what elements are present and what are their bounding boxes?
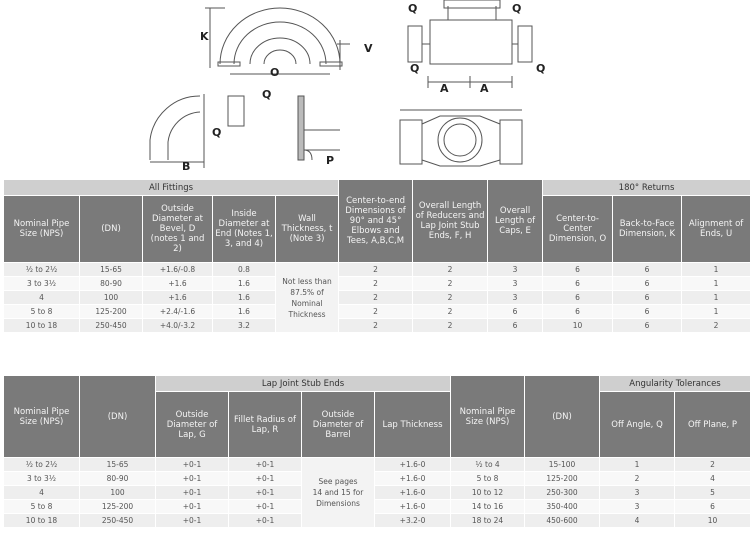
- cell-center-end: 2: [339, 263, 413, 277]
- label-o: O: [270, 66, 280, 79]
- cell-dn: 250-450: [80, 319, 143, 333]
- cell-center-center: 6: [543, 291, 613, 305]
- cell-nps: ½ to 2½: [4, 458, 80, 472]
- cell-center-end: 2: [339, 277, 413, 291]
- cell-dn: 250-450: [80, 514, 156, 528]
- cell-id: 1.6: [213, 291, 276, 305]
- cell-cap: 3: [488, 277, 543, 291]
- label-q-tee-1: Q: [408, 2, 418, 15]
- table-row: [4, 291, 751, 305]
- cell-back-face: 6: [613, 263, 682, 277]
- header-wall-thickness: Wall Thickness, t (Note 3): [276, 196, 339, 263]
- cell-lap-thickness: +3.2-0: [375, 514, 451, 528]
- barrel-note-line: Dimensions: [316, 499, 360, 508]
- cell-cap: 6: [488, 319, 543, 333]
- header-id-end: Inside Diameter at End (Notes 1, 3, and 4): [213, 196, 276, 263]
- cell-nps: 10 to 18: [4, 319, 80, 333]
- cell-dn-2: 350-400: [525, 500, 600, 514]
- cell-od: +4.0/-3.2: [143, 319, 213, 333]
- cell-alignment: 1: [682, 305, 751, 319]
- cell-dn-2: 250-300: [525, 486, 600, 500]
- header-overall-length-reducers: Overall Length of Reducers and Lap Joint Stub Ends, F, H: [413, 180, 488, 263]
- label-a-2: A: [480, 82, 489, 95]
- cell-off-plane: 4: [675, 472, 751, 486]
- wall-note-line: Thickness: [288, 309, 326, 319]
- cell-nps: 4: [4, 486, 80, 500]
- table-row: [4, 514, 751, 528]
- header-dn: (DN): [80, 196, 143, 263]
- table-row: [4, 263, 751, 277]
- cell-dn: 15-65: [80, 458, 156, 472]
- cell-dn: 100: [80, 291, 143, 305]
- label-b: B: [182, 160, 191, 173]
- cell-overall-length: 2: [413, 305, 488, 319]
- cell-dn: 125-200: [80, 500, 156, 514]
- table-row: [4, 458, 751, 472]
- label-p: P: [326, 154, 335, 167]
- cell-id: 3.2: [213, 319, 276, 333]
- cell-barrel-note: [302, 458, 375, 528]
- cell-off-angle: 1: [600, 458, 675, 472]
- table-row: [4, 472, 751, 486]
- cell-nps: ½ to 2½: [4, 263, 80, 277]
- cell-nps-2: 14 to 16: [451, 500, 525, 514]
- cell-dn: 125-200: [80, 305, 143, 319]
- cell-nps: 5 to 8: [4, 500, 80, 514]
- cell-back-face: 6: [613, 277, 682, 291]
- cell-center-center: 6: [543, 305, 613, 319]
- header-dn: (DN): [80, 376, 156, 458]
- fittings-tolerance-table: [3, 179, 751, 333]
- cell-off-angle: 4: [600, 514, 675, 528]
- cell-nps: 4: [4, 291, 80, 305]
- cell-lap-thickness: +1.6-0: [375, 486, 451, 500]
- reducer-diagram: [400, 110, 522, 166]
- return-180-diagram: [205, 8, 350, 74]
- cell-dn: 80-90: [80, 472, 156, 486]
- table-row: [4, 305, 751, 319]
- label-q-tee-2: Q: [512, 2, 522, 15]
- header-od-bevel: Outside Diameter at Bevel, D (notes 1 and 2): [143, 196, 213, 263]
- cell-dn-2: 450-600: [525, 514, 600, 528]
- cell-wall-note: [276, 263, 339, 333]
- cell-fillet: +0-1: [229, 514, 302, 528]
- header-180-returns: 180° Returns: [543, 180, 751, 196]
- cell-nps: 10 to 18: [4, 514, 80, 528]
- cell-back-face: 6: [613, 305, 682, 319]
- wall-note-line: Nominal: [291, 298, 323, 308]
- cell-od-lap: +0-1: [156, 458, 229, 472]
- cell-overall-length: 2: [413, 277, 488, 291]
- barrel-note-line: See pages: [318, 477, 358, 486]
- barrel-note-line: 14 and 15 for: [312, 488, 364, 497]
- header-alignment: Alignment of Ends, U: [682, 196, 751, 263]
- fitting-diagrams: [0, 0, 752, 176]
- cell-id: 1.6: [213, 277, 276, 291]
- cell-od-lap: +0-1: [156, 486, 229, 500]
- table-row: [4, 277, 751, 291]
- cell-dn-2: 15-100: [525, 458, 600, 472]
- cell-cap: 3: [488, 291, 543, 305]
- cell-off-plane: 5: [675, 486, 751, 500]
- label-q-tee-4: Q: [536, 62, 546, 75]
- cell-alignment: 1: [682, 263, 751, 277]
- header-center-to-center: Center-to-Center Dimension, O: [543, 196, 613, 263]
- cell-off-plane: 2: [675, 458, 751, 472]
- cell-nps: 3 to 3½: [4, 472, 80, 486]
- cell-fillet: +0-1: [229, 472, 302, 486]
- cell-back-face: 6: [613, 319, 682, 333]
- cell-off-angle: 3: [600, 486, 675, 500]
- cell-overall-length: 2: [413, 291, 488, 305]
- cell-od: +1.6: [143, 277, 213, 291]
- stub-end-profile-diagram: [298, 96, 340, 160]
- label-v: V: [364, 42, 373, 55]
- cell-center-center: 10: [543, 319, 613, 333]
- cell-overall-length: 2: [413, 263, 488, 277]
- cell-id: 1.6: [213, 305, 276, 319]
- cell-off-plane: 10: [675, 514, 751, 528]
- wall-note-line: Not less than: [282, 276, 332, 286]
- header-dn-2: (DN): [525, 376, 600, 458]
- cell-overall-length: 2: [413, 319, 488, 333]
- header-all-fittings: All Fittings: [4, 180, 339, 196]
- cell-dn: 15-65: [80, 263, 143, 277]
- cell-alignment: 2: [682, 319, 751, 333]
- cell-od: +1.6/-0.8: [143, 263, 213, 277]
- header-nps: Nominal Pipe Size (NPS): [4, 196, 80, 263]
- cell-lap-thickness: +1.6-0: [375, 458, 451, 472]
- cell-od: +2.4/-1.6: [143, 305, 213, 319]
- cell-od-lap: +0-1: [156, 514, 229, 528]
- cell-alignment: 1: [682, 277, 751, 291]
- cell-fillet: +0-1: [229, 458, 302, 472]
- cell-fillet: +0-1: [229, 500, 302, 514]
- cell-center-end: 2: [339, 305, 413, 319]
- cell-off-angle: 3: [600, 500, 675, 514]
- cell-center-center: 6: [543, 277, 613, 291]
- label-a-1: A: [440, 82, 449, 95]
- header-angularity-tolerances: Angularity Tolerances: [600, 376, 751, 392]
- cell-dn: 80-90: [80, 277, 143, 291]
- cell-od-lap: +0-1: [156, 472, 229, 486]
- cell-od-lap: +0-1: [156, 500, 229, 514]
- header-off-angle: Off Angle, Q: [600, 392, 675, 458]
- header-nps-2: Nominal Pipe Size (NPS): [451, 376, 525, 458]
- label-q-elbow-1: Q: [262, 88, 272, 101]
- header-od-barrel: Outside Diameter of Barrel: [302, 392, 375, 458]
- table-row: [4, 319, 751, 333]
- cell-dn: 100: [80, 486, 156, 500]
- header-fillet-radius: Fillet Radius of Lap, R: [229, 392, 302, 458]
- header-lap-joint-stub-ends: Lap Joint Stub Ends: [156, 376, 451, 392]
- stub-ends-angularity-table: [3, 375, 751, 528]
- label-q-elbow-2: Q: [212, 126, 222, 139]
- cell-lap-thickness: +1.6-0: [375, 500, 451, 514]
- cell-alignment: 1: [682, 291, 751, 305]
- cell-nps-2: ½ to 4: [451, 458, 525, 472]
- cell-nps: 3 to 3½: [4, 277, 80, 291]
- cell-nps: 5 to 8: [4, 305, 80, 319]
- cell-center-end: 2: [339, 319, 413, 333]
- cell-od: +1.6: [143, 291, 213, 305]
- cell-nps-2: 10 to 12: [451, 486, 525, 500]
- header-back-to-face: Back-to-Face Dimension, K: [613, 196, 682, 263]
- cell-lap-thickness: +1.6-0: [375, 472, 451, 486]
- header-center-to-end: Center-to-end Dimensions of 90° and 45° Elbows and Tees, A,B,C,M: [339, 180, 413, 263]
- label-k: K: [200, 30, 209, 43]
- header-overall-length-caps: Overall Length of Caps, E: [488, 180, 543, 263]
- cell-off-plane: 6: [675, 500, 751, 514]
- cell-fillet: +0-1: [229, 486, 302, 500]
- cell-nps-2: 18 to 24: [451, 514, 525, 528]
- cell-cap: 3: [488, 263, 543, 277]
- cell-back-face: 6: [613, 291, 682, 305]
- cell-nps-2: 5 to 8: [451, 472, 525, 486]
- elbow-90-diagram: [150, 94, 244, 168]
- cell-center-end: 2: [339, 291, 413, 305]
- cell-id: 0.8: [213, 263, 276, 277]
- header-lap-thickness: Lap Thickness: [375, 392, 451, 458]
- cell-off-angle: 2: [600, 472, 675, 486]
- cell-center-center: 6: [543, 263, 613, 277]
- header-off-plane: Off Plane, P: [675, 392, 751, 458]
- label-q-tee-3: Q: [410, 62, 420, 75]
- header-nps: Nominal Pipe Size (NPS): [4, 376, 80, 458]
- wall-note-line: 87.5% of: [290, 287, 324, 297]
- table-row: [4, 500, 751, 514]
- cell-cap: 6: [488, 305, 543, 319]
- cell-dn-2: 125-200: [525, 472, 600, 486]
- header-od-lap: Outside Diameter of Lap, G: [156, 392, 229, 458]
- table-row: [4, 486, 751, 500]
